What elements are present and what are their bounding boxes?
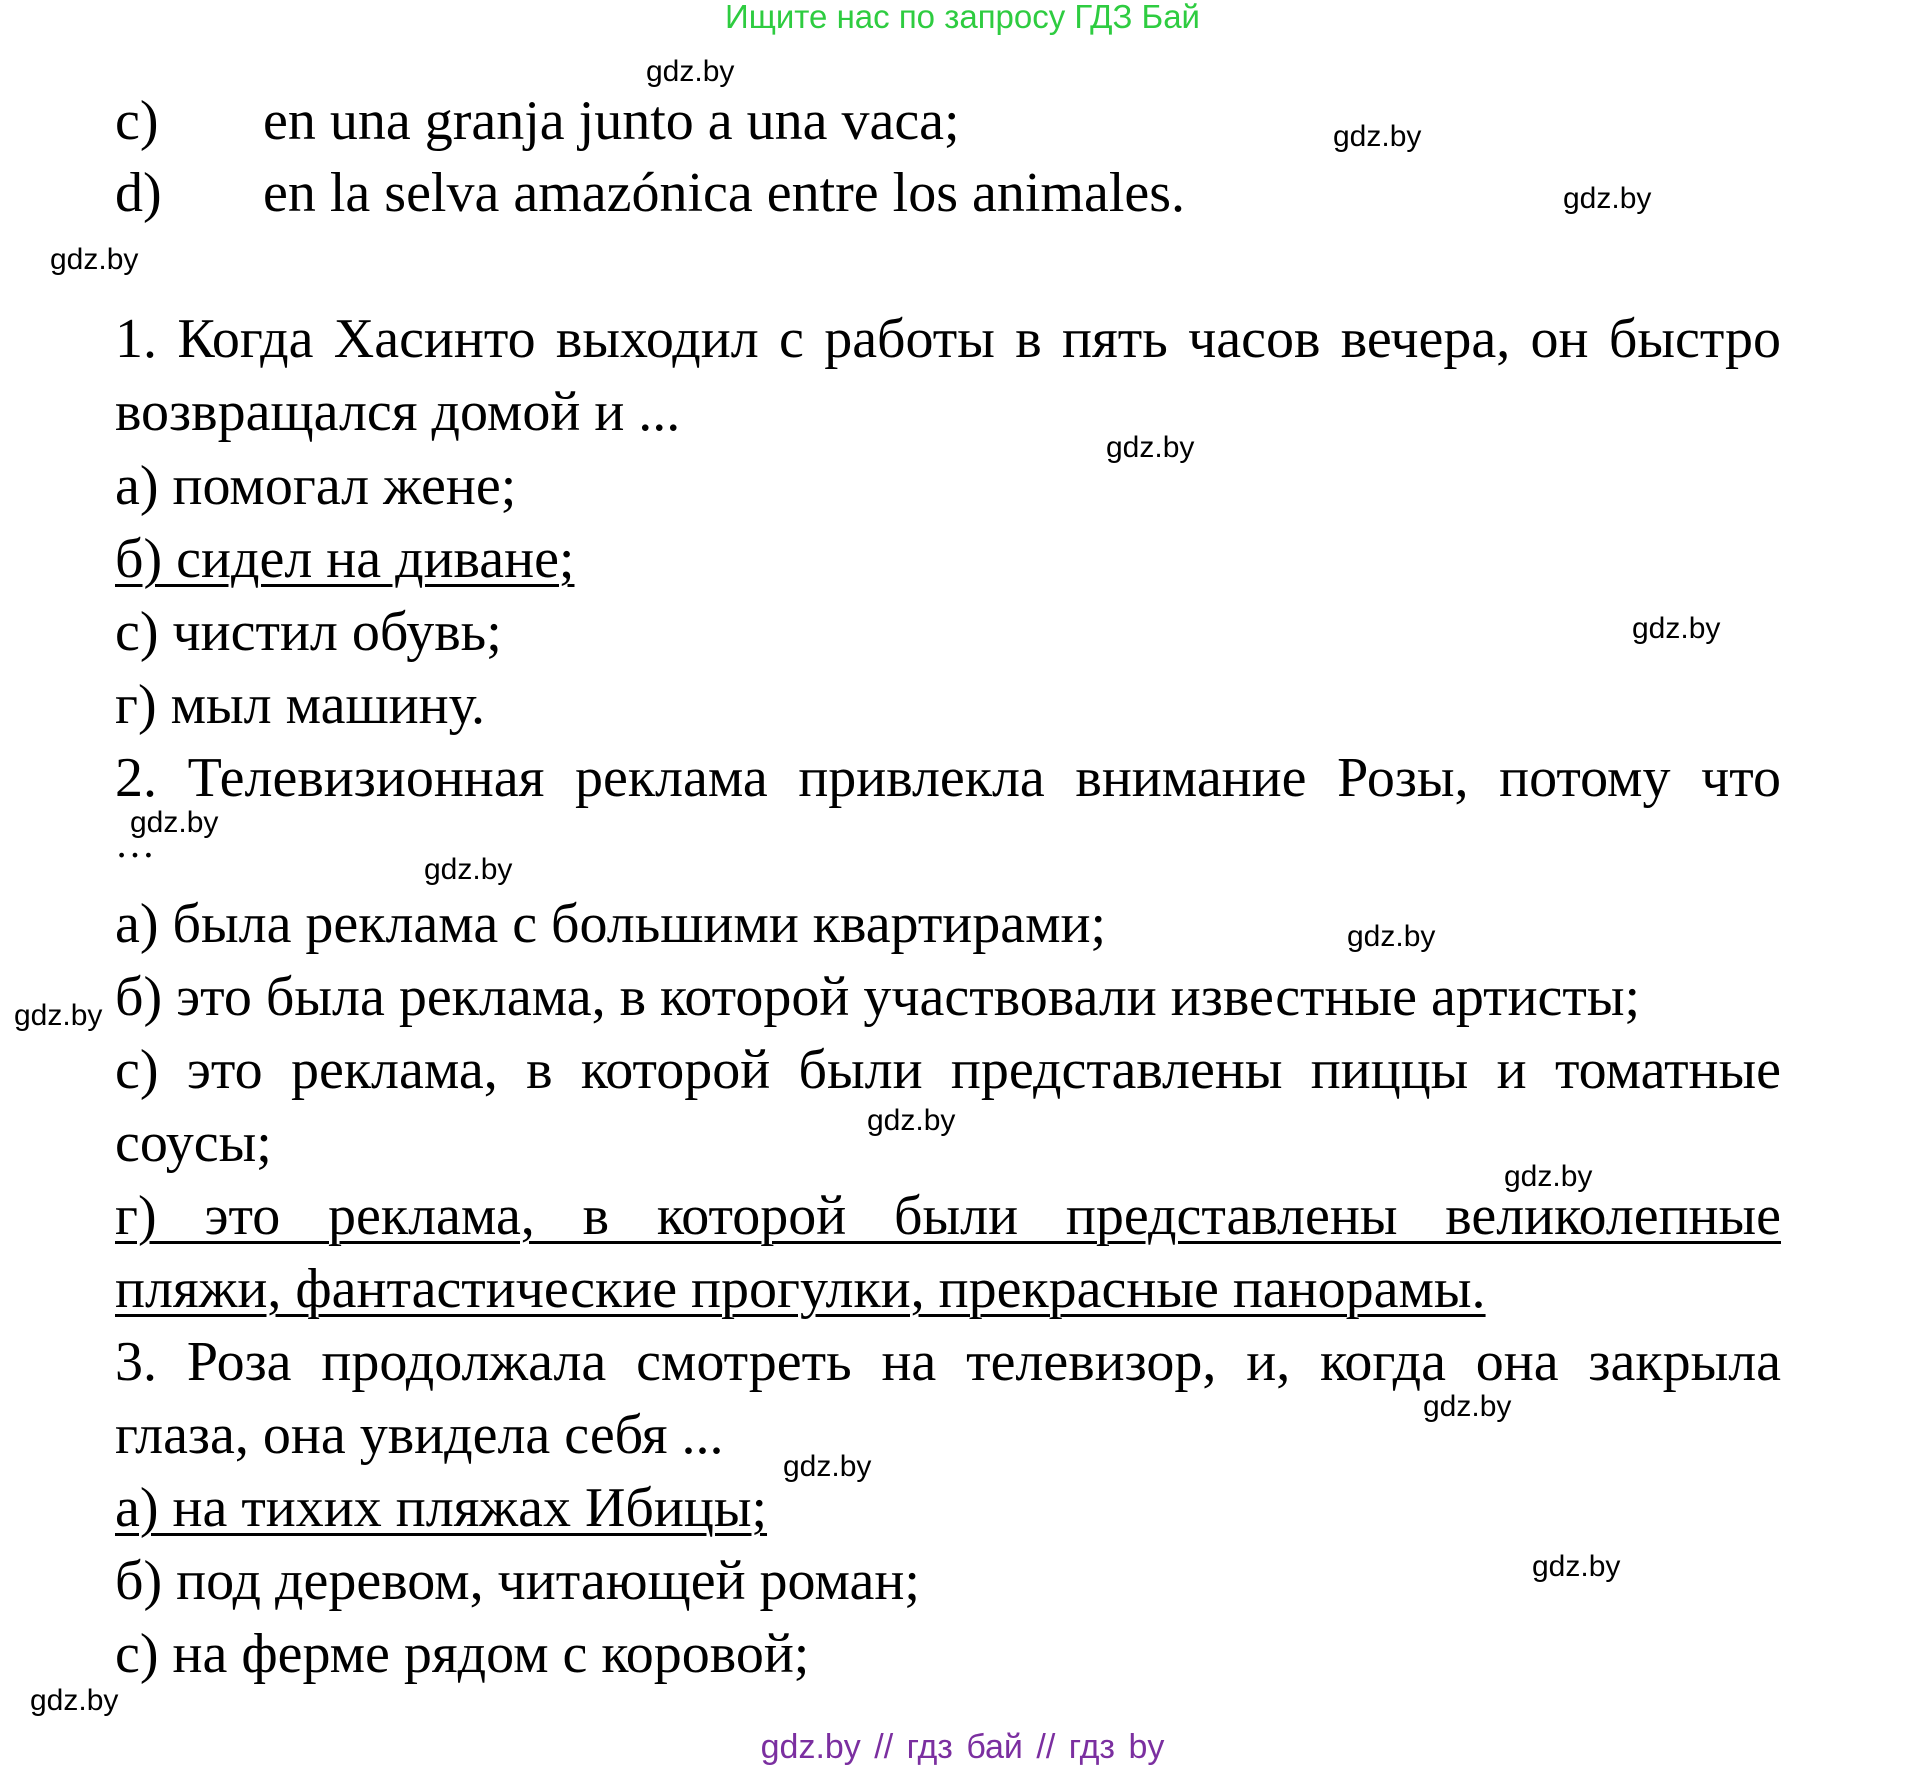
q2-option-d-answer-line-1: г) это реклама, в которой были представлены великолепные bbox=[115, 1185, 1781, 1247]
option-text: en la selva amazónica entre los animales. bbox=[263, 162, 1186, 224]
q3-option-b: б) под деревом, читающей роман; bbox=[115, 1550, 920, 1612]
top-banner: Ищите нас по запросу ГДЗ Бай bbox=[725, 0, 1200, 35]
q1-line-1: 1. Когда Хасинто выходил с работы в пять часов вечера, он быстро bbox=[115, 308, 1781, 370]
option-label: c) bbox=[115, 90, 159, 152]
q2-option-d-answer-line-2: пляжи, фантастические прогулки, прекрасные панорамы. bbox=[115, 1258, 1486, 1320]
watermark: gdz.by bbox=[30, 1684, 119, 1717]
watermark: gdz.by bbox=[867, 1104, 956, 1137]
watermark: gdz.by bbox=[50, 243, 139, 276]
watermark: gdz.by bbox=[424, 853, 513, 886]
spanish-option-c bbox=[115, 89, 960, 153]
watermark: gdz.by bbox=[1532, 1550, 1621, 1583]
q2-option-c-line-1: с) это реклама, в которой были представлены пиццы и томатные bbox=[115, 1039, 1781, 1101]
q3-option-a-answer: а) на тихих пляжах Ибицы; bbox=[115, 1477, 768, 1539]
watermark: gdz.by bbox=[1423, 1390, 1512, 1423]
q3-option-c: с) на ферме рядом с коровой; bbox=[115, 1623, 810, 1685]
q1-line-2: возвращался домой и ... bbox=[115, 381, 681, 443]
q2-option-a: а) была реклама с большими квартирами; bbox=[115, 893, 1107, 955]
watermark: gdz.by bbox=[1347, 920, 1436, 953]
q3-line-2: глаза, она увидела себя ... bbox=[115, 1404, 724, 1466]
q2-line-2: … bbox=[115, 821, 155, 866]
watermark: gdz.by bbox=[646, 55, 735, 88]
option-label: d) bbox=[115, 162, 162, 224]
q3-line-1: 3. Роза продолжала смотреть на телевизор, и, когда она закрыла bbox=[115, 1331, 1781, 1393]
watermark: gdz.by bbox=[783, 1450, 872, 1483]
q1-option-a: а) помогал жене; bbox=[115, 455, 517, 517]
watermark: gdz.by bbox=[1504, 1160, 1593, 1193]
watermark: gdz.by bbox=[130, 806, 219, 839]
q1-option-c: с) чистил обувь; bbox=[115, 601, 502, 663]
q2-option-c-line-2: соусы; bbox=[115, 1112, 272, 1174]
watermark: gdz.by bbox=[1563, 182, 1652, 215]
option-text: en una granja junto a una vaca; bbox=[263, 90, 960, 152]
watermark: gdz.by bbox=[1632, 612, 1721, 645]
watermark: gdz.by bbox=[1333, 120, 1422, 153]
watermark: gdz.by bbox=[14, 999, 103, 1032]
q1-option-d: г) мыл машину. bbox=[115, 674, 485, 736]
q1-option-b-answer: б) сидел на диване; bbox=[115, 528, 575, 590]
watermark: gdz.by bbox=[1106, 431, 1195, 464]
q2-line-1: 2. Телевизионная реклама привлекла внимание Розы, потому что bbox=[115, 747, 1781, 809]
spanish-option-d bbox=[115, 161, 1185, 225]
q2-option-b: б) это была реклама, в которой участвовали известные артисты; bbox=[115, 966, 1641, 1028]
footer-links: gdz.by // гдз бай // гдз by bbox=[760, 1728, 1165, 1766]
